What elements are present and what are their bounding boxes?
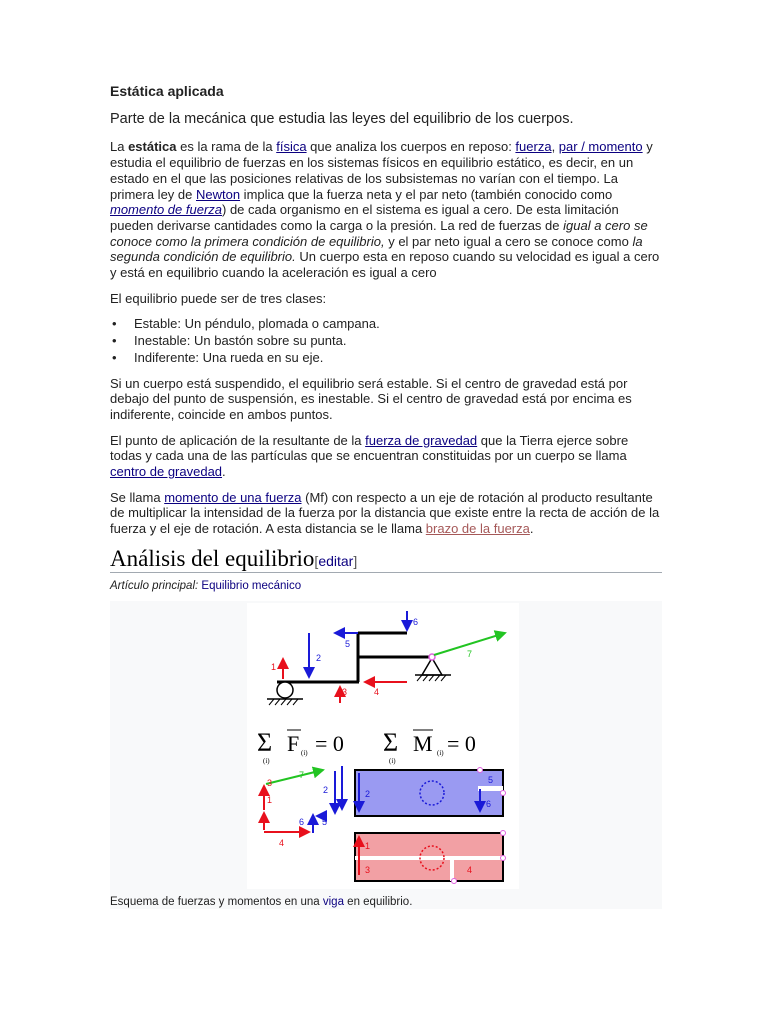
sum-sign: Σ [257, 728, 273, 758]
article [110, 84, 662, 911]
label-4: 4 [374, 687, 380, 698]
link-viga[interactable]: viga [322, 896, 344, 909]
svg-text:6: 6 [486, 799, 492, 810]
figure-box [110, 601, 662, 909]
svg-text:4: 4 [467, 865, 473, 876]
suspension-paragraph: Si un cuerpo está suspendido, el equilibrio será estable. Si el centro de gravedad está por debajo del punto de suspensión, es inestable. Si el centro de gravedad está por encima es indiferente, coincide en ambos puntos. [110, 375, 632, 422]
force-symbol: F [287, 731, 300, 757]
svg-text:1: 1 [365, 841, 371, 852]
label-1: 1 [271, 662, 277, 673]
moment-index: (i) [437, 749, 444, 758]
hatnote: Artículo principal: Equilibrio mecánico [110, 579, 302, 592]
moment-equals-zero: = 0 [447, 731, 476, 757]
link-equilibrio-mecanico[interactable]: Equilibrio mecánico [201, 579, 302, 592]
link-brazo-de-la-fuerza[interactable]: brazo de la fuerza [425, 521, 530, 537]
intro-paragraph: La estática es la rama de la física que analiza los cuerpos en reposo: fuerza, par / momento y estudia el equilibrio de fuerzas en los sistemas físicos en equilibrio estático, es decir, en un estado en el que las posiciones relativas de los subsistemas no varían con el tiempo. La primera ley de Newton implica que la fuerza neta y el par neto (también conocido como momento de fuerza) de cada organismo en el sistema es igual a cero. De esta limitación pueden derivarse cantidades como la carga o la presión. La red de fuerzas de igual a cero se conoce como la primera condición de equilibrio, y el par neto igual a cero se conoce como la segunda condición de equilibrio. Un cuerpo esta en reposo cuando su velocidad es igual a cero y está en equilibrio cuando la aceleración es igual a cero [110, 139, 660, 281]
svg-text:2: 2 [323, 785, 329, 796]
link-fuerza[interactable]: fuerza [515, 139, 552, 155]
force-index-sum: (i) [263, 757, 270, 766]
equilibrium-equations [257, 728, 476, 765]
label-3: 3 [342, 687, 348, 698]
svg-text:5: 5 [322, 817, 328, 828]
gravity-center-paragraph: El punto de aplicación de la resultante de la fuerza de gravedad que la Tierra ejerce sobre todas y cada una de las partículas que se encuentran constituidas por un cuerpo se llama centro de gravedad. [110, 432, 629, 480]
link-newton[interactable]: Newton [195, 186, 241, 202]
svg-text:4: 4 [279, 838, 285, 849]
ground-right-hatch [417, 675, 446, 681]
beam-forces-diagram[interactable] [247, 603, 519, 889]
label-6: 6 [413, 617, 419, 628]
link-fisica[interactable]: física [276, 139, 307, 155]
section-heading: Análisis del equilibrio [110, 545, 315, 571]
svg-text:1: 1 [267, 795, 273, 806]
link-par-momento[interactable]: par / momento [558, 139, 643, 155]
list-item: • Estable: Un péndulo, plomada o campana. [110, 316, 662, 332]
svg-text:5: 5 [488, 775, 494, 786]
label-7: 7 [467, 649, 473, 660]
figure-caption: Esquema de fuerzas y momentos en una viga en equilibrio. [110, 896, 413, 909]
svg-text:7: 7 [299, 770, 305, 781]
force-equals-zero: = 0 [315, 731, 344, 757]
edit-link[interactable]: editar [318, 552, 354, 569]
svg-text:3: 3 [365, 865, 371, 876]
svg-text:6: 6 [299, 817, 305, 828]
roller-support [277, 682, 293, 698]
edit-section: [editar] [314, 552, 358, 569]
moment-box-blue [355, 768, 506, 817]
ground-left-hatch [269, 699, 298, 705]
equilibrium-classes-list [110, 316, 662, 365]
page-title: Estática aplicada [110, 83, 224, 99]
list-item: • Indiferente: Una rueda en su eje. [110, 350, 662, 366]
beam-structure [277, 633, 432, 682]
moment-box-red [355, 831, 506, 884]
link-centro-de-gravedad[interactable]: centro de gravedad [110, 464, 223, 480]
label-2: 2 [316, 653, 322, 664]
moment-index-sum: (i) [389, 757, 396, 766]
section-heading-row [110, 545, 662, 573]
label-5: 5 [345, 639, 351, 650]
moment-paragraph: Se llama momento de una fuerza (Mf) con respecto a un eje de rotación al producto resultante de multiplicar la intensidad de la fuerza por la distancia que existe entre la recta de acción de la fuerza y el eje de rotación. A esta distancia se le llama brazo de la fuerza. [110, 489, 660, 537]
sum-sign: Σ [383, 728, 399, 758]
link-momento-de-una-fuerza[interactable]: momento de una fuerza [164, 489, 302, 505]
list-item: • Inestable: Un bastón sobre su punta. [110, 333, 662, 349]
classes-intro: El equilibrio puede ser de tres clases: [110, 290, 327, 306]
link-momento-de-fuerza[interactable]: momento de fuerza [110, 202, 223, 218]
link-fuerza-de-gravedad[interactable]: fuerza de gravedad [365, 432, 478, 448]
svg-text:2: 2 [365, 789, 371, 800]
lead-paragraph: Parte de la mecánica que estudia las leyes del equilibrio de los cuerpos. [110, 110, 574, 127]
force-index: (i) [301, 749, 308, 758]
svg-text:3: 3 [267, 778, 273, 789]
moment-symbol: M [413, 731, 433, 757]
